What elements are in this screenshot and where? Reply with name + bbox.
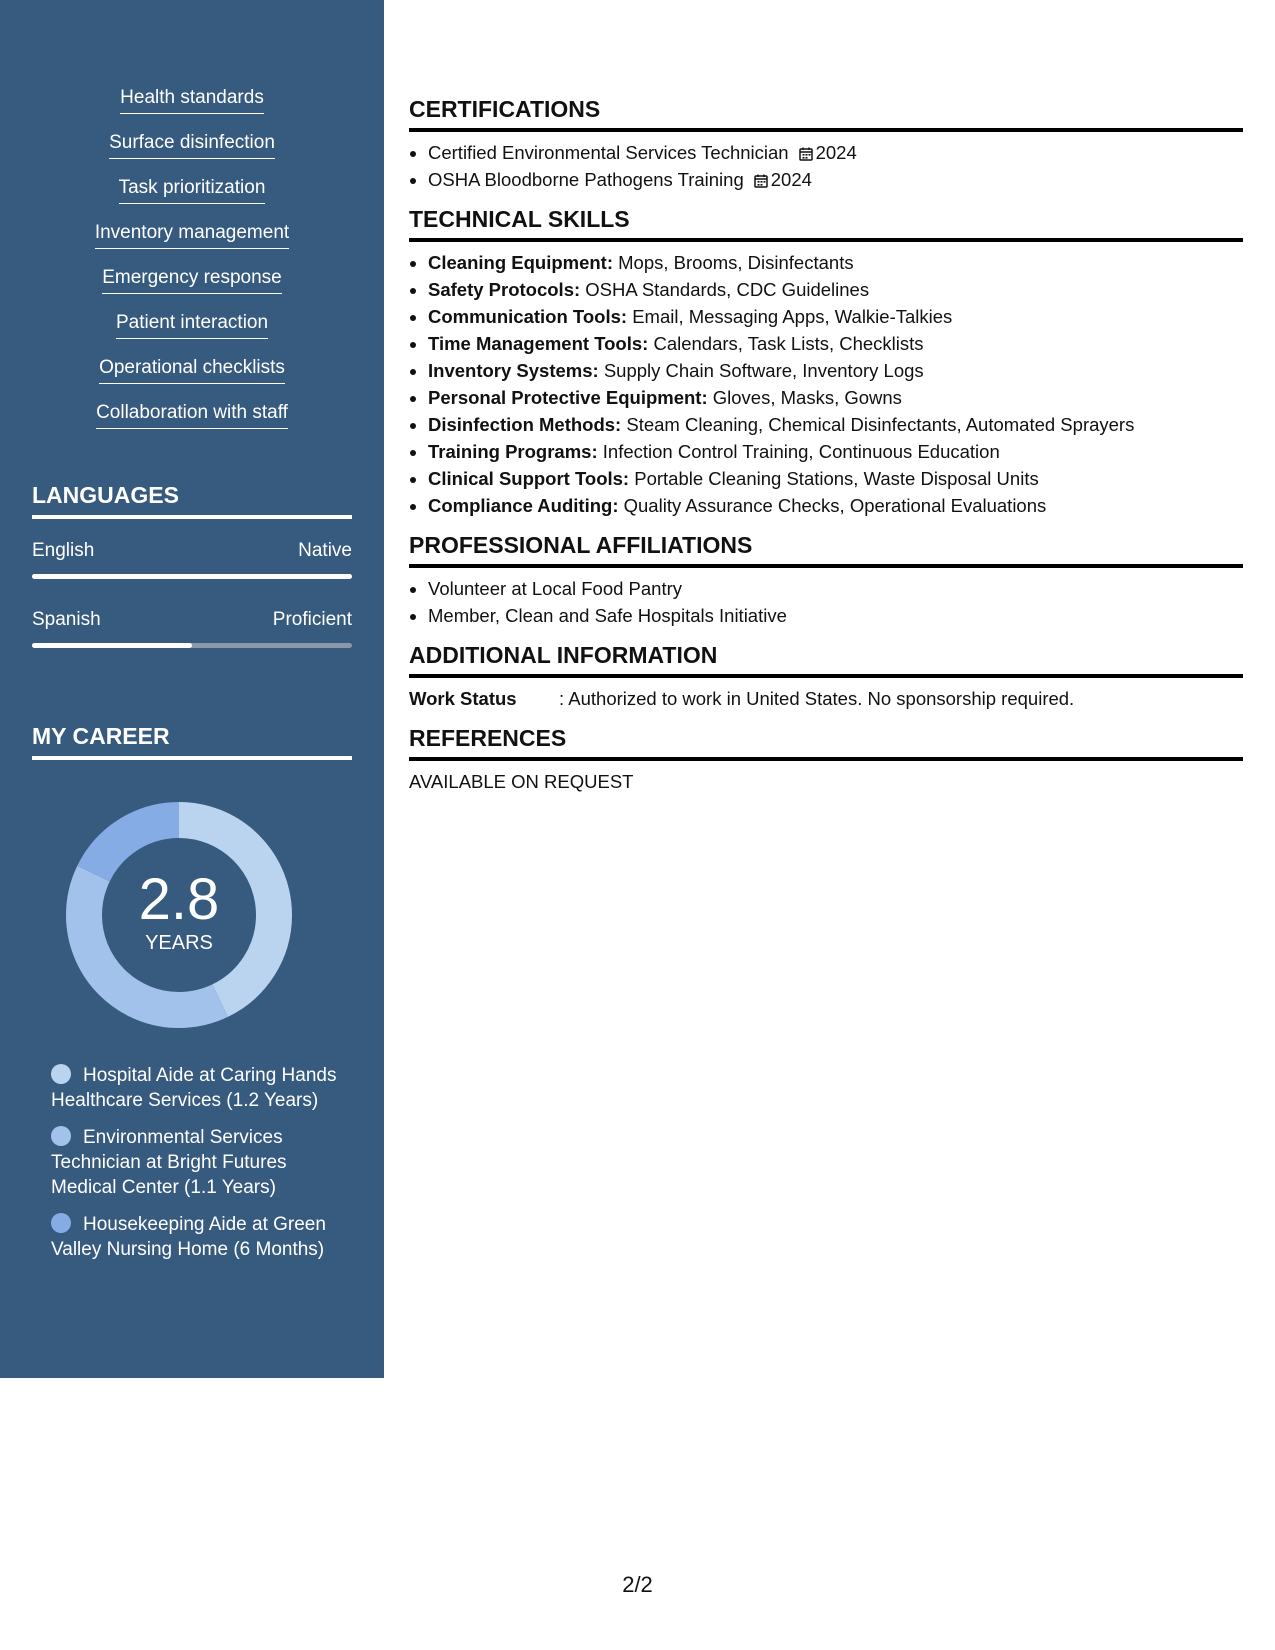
work-status-label: Work Status [409,688,517,709]
career-total-unit: YEARS [145,931,213,954]
calendar-icon [799,147,813,161]
skill-category: Safety Protocols: [428,279,581,300]
career-donut-chart [66,802,292,1028]
career-total-years: 2.8 [138,866,220,932]
career-item [51,1125,341,1200]
certification-item [428,166,1243,193]
technical-skill-item [428,357,1243,384]
technical-skill-item [428,303,1243,330]
career-donut-center [66,802,292,1028]
skill-item [0,176,384,221]
skill-label: Collaboration with staff [96,401,288,429]
language-english [32,540,352,579]
technical-skill-item [428,249,1243,276]
technical-skills-heading: TECHNICAL SKILLS [409,206,1243,242]
technical-skill-item [428,492,1243,519]
calendar-icon [754,174,768,188]
certification-item [428,139,1243,166]
certifications-heading: CERTIFICATIONS [409,96,1243,132]
language-proficiency-bar [32,574,352,579]
skill-item [0,311,384,356]
affiliations-list [409,575,1243,629]
skill-values: Steam Cleaning, Chemical Disinfectants, Automated Sprayers [626,414,1135,435]
page-number: 2/2 [622,1572,653,1597]
languages-heading: LANGUAGES [32,482,352,519]
work-status-row [409,685,1243,712]
skill-label: Task prioritization [119,176,266,204]
additional-info-heading: ADDITIONAL INFORMATION [409,642,1243,678]
skill-item [0,221,384,266]
technical-skills-list [409,249,1243,519]
technical-skill-item [428,438,1243,465]
career-item-text: Housekeeping Aide at Green Valley Nursing Home (6 Months) [51,1214,326,1260]
skill-category: Inventory Systems: [428,360,599,381]
language-spanish [32,609,352,648]
technical-skill-item [428,411,1243,438]
skill-values: Portable Cleaning Stations, Waste Disposal Units [634,468,1039,489]
skill-values: Infection Control Training, Continuous Education [602,441,1000,462]
technical-skill-item [428,330,1243,357]
legend-dot [51,1213,71,1233]
skill-label: Inventory management [95,221,289,249]
certification-year: 2024 [815,142,857,163]
skill-label: Emergency response [102,266,282,294]
certifications-list [409,139,1243,193]
skill-values: Gloves, Masks, Gowns [712,387,902,408]
language-proficiency-fill [32,643,192,648]
references-heading: REFERENCES [409,725,1243,761]
language-level: Native [298,540,352,561]
skill-values: Mops, Brooms, Disinfectants [618,252,854,273]
skill-category: Compliance Auditing: [428,495,619,516]
career-item [51,1063,341,1113]
skill-label: Patient interaction [116,311,268,339]
language-proficiency-bar [32,643,352,648]
skill-item [0,401,384,446]
skill-category: Disinfection Methods: [428,414,622,435]
skill-label: Surface disinfection [109,131,275,159]
skill-values: Email, Messaging Apps, Walkie-Talkies [632,306,953,327]
skill-values: Quality Assurance Checks, Operational Evaluations [623,495,1047,516]
skill-category: Cleaning Equipment: [428,252,613,273]
main-content [409,96,1243,795]
language-name: Spanish [32,609,101,630]
career-item [51,1212,341,1262]
skill-category: Clinical Support Tools: [428,468,630,489]
skill-values: Calendars, Task Lists, Checklists [653,333,924,354]
certification-name: Certified Environmental Services Technician [428,142,789,163]
references-text: AVAILABLE ON REQUEST [409,771,634,792]
work-status-value: : Authorized to work in United States. No sponsorship required. [559,688,1075,709]
skill-item [0,266,384,311]
skill-values: OSHA Standards, CDC Guidelines [585,279,870,300]
skill-category: Personal Protective Equipment: [428,387,708,408]
certification-year: 2024 [770,169,812,190]
technical-skill-item [428,465,1243,492]
affiliations-heading: PROFESSIONAL AFFILIATIONS [409,532,1243,568]
career-item-text: Environmental Services Technician at Bright Futures Medical Center (1.1 Years) [51,1127,287,1198]
technical-skill-item [428,276,1243,303]
skill-category: Time Management Tools: [428,333,649,354]
skill-item [0,356,384,401]
skill-values: Supply Chain Software, Inventory Logs [603,360,924,381]
language-level: Proficient [272,609,352,630]
career-heading: MY CAREER [32,723,352,760]
legend-dot [51,1064,71,1084]
skill-category: Training Programs: [428,441,598,462]
affiliation-item: • Volunteer at Local Food Pantry [428,575,1243,602]
career-legend [51,1063,341,1274]
skills-list [0,86,384,446]
skill-label: Operational checklists [99,356,285,384]
certification-name: OSHA Bloodborne Pathogens Training [428,169,744,190]
language-proficiency-fill [32,574,352,579]
skill-label: Health standards [120,86,264,114]
affiliation-item: • Member, Clean and Safe Hospitals Initiative [428,602,1243,629]
skill-item [0,131,384,176]
language-name: English [32,540,95,561]
career-item-text: Hospital Aide at Caring Hands Healthcare Services (1.2 Years) [51,1065,337,1111]
skill-item [0,86,384,131]
legend-dot [51,1126,71,1146]
technical-skill-item [428,384,1243,411]
skill-category: Communication Tools: [428,306,628,327]
sidebar [0,0,384,1378]
